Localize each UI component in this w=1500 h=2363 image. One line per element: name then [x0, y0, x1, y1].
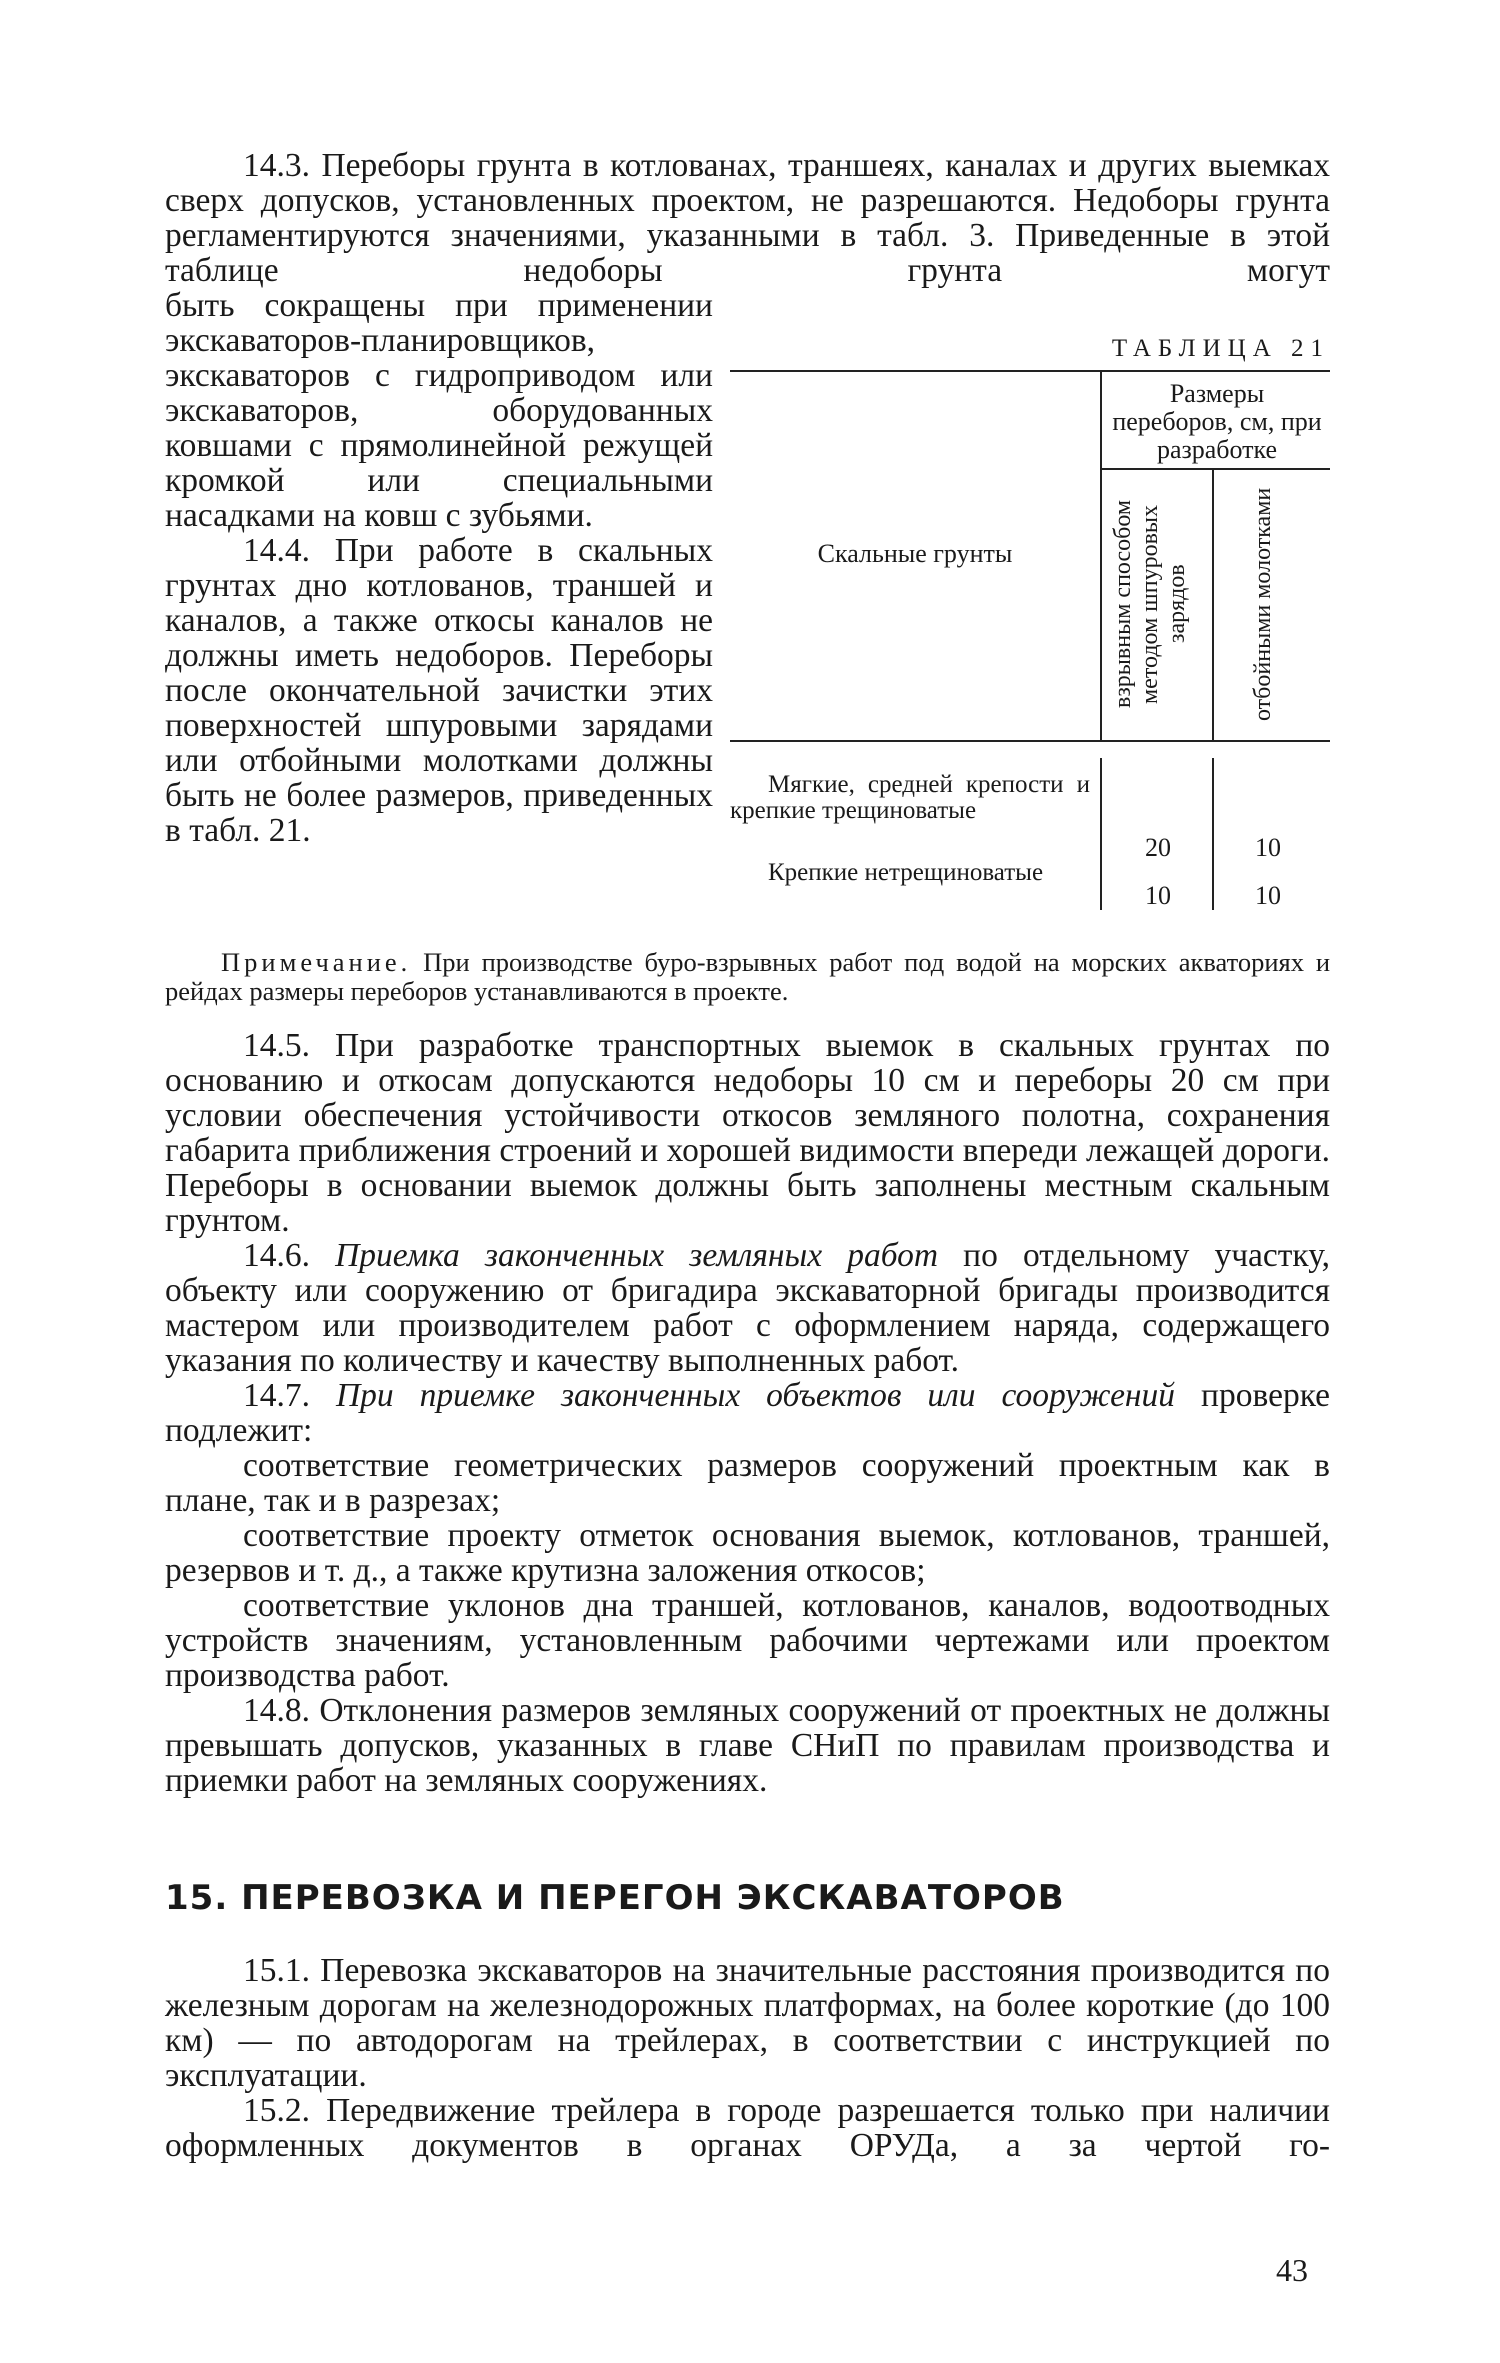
table-vrule-2 [1212, 468, 1214, 740]
table-vrule-1 [1100, 370, 1102, 740]
paragraph-15-2: 15.2. Передвижение трейлера в городе разрешается только при наличии оформленных документов в органах ОРУДа, а за чертой го- [165, 2092, 1330, 2164]
paragraph-14-3-continuation: быть сокращены при применении экскаваторов-планировщиков, экскаваторов с гидроприводом или экскаваторов, оборудованных ковшами с прямолинейной режущей кромкой или специальными насадками на ковш с зубьями. [165, 287, 713, 534]
paragraphs-14-5-to-14-8 [165, 1028, 1330, 1798]
paragraph-14-7 [165, 1378, 1330, 1448]
p14-7-number: 14.7. [243, 1377, 310, 1414]
p14-7-rest: проверке подлежит: [165, 1377, 1331, 1449]
table-caption: ТАБЛИЦА 21 [1111, 335, 1330, 362]
list-item: соответствие проекту отметок основания выемок, котлованов, траншей, резервов и т. д., а также крутизна заложения откосов; [165, 1517, 1330, 1589]
paragraph-14-8: 14.8. Отклонения размеров земляных сооружений от проектных не должны превышать допусков, указанных в главе СНиП по правилам производства и приемки работ на земляных сооружениях. [165, 1692, 1330, 1799]
section-15-heading: 15. ПЕРЕВОЗКА И ПЕРЕГОН ЭКСКАВАТОРОВ [165, 1878, 1065, 1918]
row-1-label: Мягкие, средней крепости и крепкие трещиноватые [730, 771, 1090, 824]
list-item: соответствие геометрических размеров сооружений проектным как в плане, так и в разрезах; [165, 1447, 1330, 1519]
table-header-bottom-rule [730, 740, 1330, 742]
header-rock-soils: Скальные грунты [817, 539, 1013, 568]
p14-7-italic: При приемке законченных объектов или сооружений [335, 1377, 1176, 1414]
paragraph-14-3 [165, 148, 1330, 288]
p14-6-number: 14.6. [243, 1237, 310, 1274]
paragraph-14-4: 14.4. При работе в скальных грунтах дно котлованов, траншей и каналов, а также откосы каналов не должны иметь недоборов. Переборы после окончательной зачистки этих поверхностей шпуровыми зарядами или отбойными молотками должны быть не более размеров, приведенных в табл. 21. [165, 532, 713, 849]
row-1-blasting-value: 20 [1145, 833, 1171, 862]
wrapped-left-column [165, 288, 713, 848]
paragraph-14-3-text: 14.3. Переборы грунта в котлованах, траншеях, каналах и других выемках сверх допусков, установленных проектом, не разрешаются. Недоборы грунта регламентируются значениями, указанными в табл. 3. Приведенные в этой таблице недоборы грунта могут [165, 147, 1330, 289]
table-note [165, 948, 1330, 1006]
table-subheader-rule [1102, 468, 1330, 470]
list-item: соответствие уклонов дна траншей, котлованов, каналов, водоотводных устройств значениям, установленным рабочими чертежами или проектом производства работ. [165, 1587, 1330, 1694]
header-blasting-method: взрывным способом методом шпуровых зарядов [1110, 499, 1190, 709]
page-number: 43 [1276, 2252, 1308, 2288]
paragraph-15-1: 15.1. Перевозка экскаваторов на значительные расстояния производится по железным дорогам на железнодорожных платформах, на более короткие (до 100 км) — по автодорогам на трейлерах, в соответствии с инструкцией по эксплуатации. [165, 1952, 1330, 2094]
row-2-hammer-value: 10 [1255, 881, 1281, 910]
table-vrule-body-2 [1212, 758, 1214, 910]
header-overbreak-sizes: Размеры переборов, см, при разработке [1112, 379, 1322, 464]
table-body [730, 370, 1330, 920]
section-15-body [165, 1953, 1330, 2163]
table-top-rule [730, 370, 1330, 372]
table-vrule-body-1 [1100, 758, 1102, 910]
row-2-label: Крепкие нетрещиноватые [768, 859, 1044, 886]
row-2-blasting-value: 10 [1145, 881, 1171, 910]
header-hammers: отбойными молотками [1250, 487, 1276, 721]
note-text: При производстве буро-взрывных работ под водой на морских акваториях и рейдах размеры переборов устанавливаются в проекте. [165, 947, 1331, 1006]
paragraph-14-6 [165, 1238, 1330, 1378]
p14-6-rest: по отдельному участку, объекту или сооружению от бригадира экскаваторной бригады производится мастером или производителем работ с оформлением наряда, содержащего указания по количеству и качеству выполненных работ. [165, 1237, 1331, 1379]
paragraph-14-5: 14.5. При разработке транспортных выемок в скальных грунтах по основанию и откосам допускаются недоборы 10 см и переборы 20 см при условии обеспечения устойчивости откосов земляного полотна, сохранения габарита приближения строений и хорошей видимости впереди лежащей дороги. Переборы в основании выемок должны быть заполнены местным скальным грунтом. [165, 1027, 1330, 1239]
p14-6-italic: Приемка законченных земляных работ [335, 1237, 939, 1274]
note-label: Примечание. [221, 947, 412, 977]
row-1-hammer-value: 10 [1255, 833, 1281, 862]
note-paragraph [165, 948, 1330, 1006]
